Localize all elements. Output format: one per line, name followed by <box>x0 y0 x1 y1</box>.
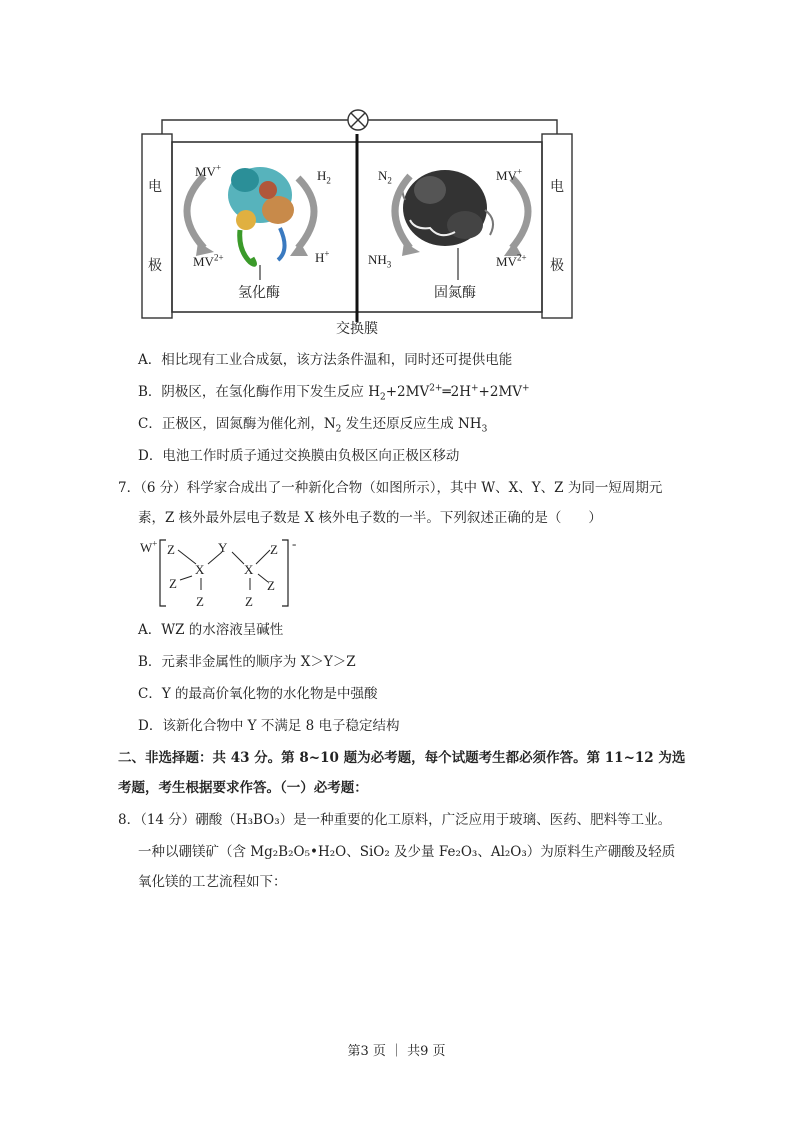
atom-y: Y <box>218 540 228 555</box>
q8-stem-line3: 氧化镁的工艺流程如下： <box>138 874 287 890</box>
hydrogenase-icon <box>228 167 294 280</box>
membrane-label: 交换膜 <box>336 321 378 337</box>
species-n2: $N_2$ <box>378 168 392 186</box>
right-electrode-label-top: 电 <box>550 179 564 195</box>
q6-option-d: D．电池工作时质子通过交换膜由负极区向正极区移动 <box>138 448 460 464</box>
right-electrode <box>542 134 572 318</box>
species-mv-2plus: $MV^{2+}$ <box>193 252 224 269</box>
q7-option-a: A．WZ 的水溶液呈碱性 <box>138 622 284 638</box>
atom-z: Z <box>270 542 278 557</box>
q8-stem-line2: 一种以硼镁矿（含 Mg₂B₂O₅•H₂O、SiO₂ 及少量 Fe₂O₃、Al₂O₃）为原料生产硼酸及轻质 <box>138 844 676 860</box>
q6-option-a: A．相比现有工业合成氨，该方法条件温和，同时还可提供电能 <box>138 352 513 368</box>
atom-x: X <box>244 562 254 577</box>
atom-z: Z <box>196 594 204 609</box>
species-nh3: $NH_3$ <box>368 252 392 270</box>
left-electrode-label-bottom: 极 <box>148 258 162 274</box>
species-h2: $H_2$ <box>317 168 331 186</box>
q7-option-c: C．Y 的最高价氧化物的水化物是中强酸 <box>138 686 378 702</box>
atom-z: Z <box>245 594 253 609</box>
left-electrode <box>142 134 172 318</box>
left-electrode-label-top: 电 <box>148 179 162 195</box>
species-h-plus: H+ <box>315 248 330 265</box>
q7-stem-line1: 7．（6 分）科学家合成出了一种新化合物（如图所示），其中 W、X、Y、Z 为同一短周期元 <box>118 480 663 496</box>
q8-stem-line1: 8．（14 分）硼酸（H₃BO₃）是一种重要的化工原料，广泛应用于玻璃、医药、肥料等工业。 <box>118 812 672 828</box>
species-mv-plus: MV+ <box>195 162 222 179</box>
species-mv-plus-right: MV+ <box>496 166 523 183</box>
nitrogenase-label: 固氮酶 <box>434 285 476 301</box>
q7-stem-line2: 素，Z 核外最外层电子数是 X 核外电子数的一半。下列叙述正确的是（ ） <box>138 510 602 526</box>
atom-z: Z <box>169 576 177 591</box>
atom-x: X <box>195 562 205 577</box>
battery-diagram <box>140 100 580 340</box>
species-mv-2plus-right: $MV^{2+}$ <box>496 252 527 269</box>
q7-structure <box>140 536 300 614</box>
diagram-frame <box>140 100 580 340</box>
section2-heading-line1: 二、非选择题：共 43 分。第 8~10 题为必考题，每个试题考生都必须作答。第 11~12 为选 <box>118 750 686 766</box>
page-footer: 第3 页 ｜ 共9 页 <box>347 1044 446 1059</box>
q6-option-c: C．正极区，固氮酶为催化剂，$N_2$ 发生还原反应生成 $NH_3$ <box>138 416 488 435</box>
section2-heading-line2: 考题，考生根据要求作答。（一）必考题： <box>118 780 368 796</box>
hydrogenase-label: 氢化酶 <box>238 285 280 301</box>
nitrogenase-icon <box>402 170 493 280</box>
q6-option-b: B．阴极区，在氢化酶作用下发生反应 $H_2+2MV^{2+}═2H^++2MV^+$ <box>138 383 530 403</box>
atom-z: Z <box>267 578 275 593</box>
anion-charge: - <box>292 536 297 551</box>
w-cation: W+ <box>140 538 158 555</box>
atom-z: Z <box>167 542 175 557</box>
right-electrode-label-bottom: 极 <box>550 258 564 274</box>
q7-option-d: D．该新化合物中 Y 不满足 8 电子稳定结构 <box>138 718 400 734</box>
q7-option-b: B．元素非金属性的顺序为 X＞Y＞Z <box>138 654 356 670</box>
